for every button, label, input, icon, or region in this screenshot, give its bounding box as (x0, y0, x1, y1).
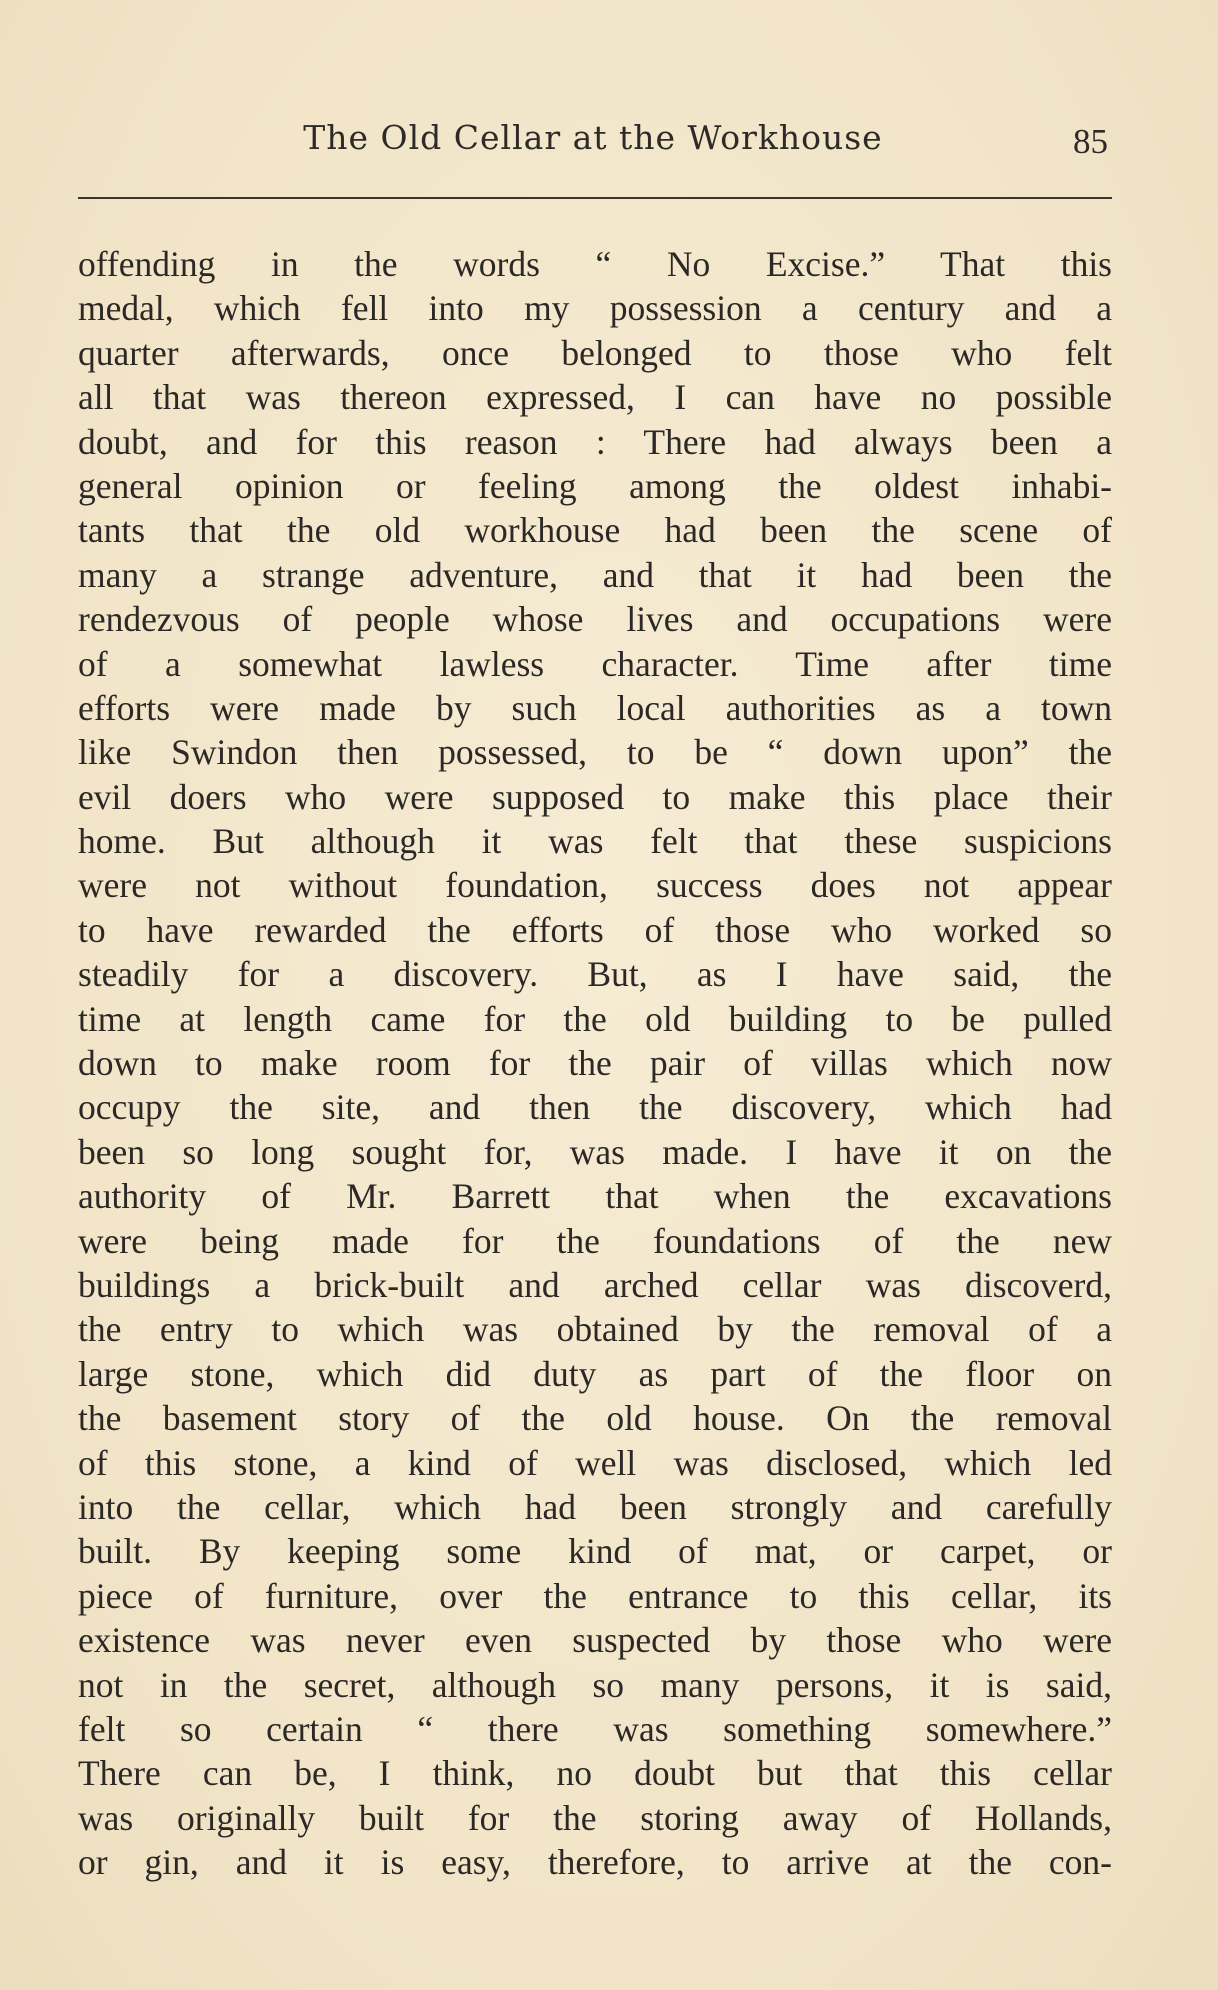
text-line: felt so certain “ there was something somewhere.” (78, 1708, 1112, 1749)
text-line: large stone, which did duty as part of the floor on (78, 1353, 1112, 1394)
page-number: 85 (1073, 122, 1108, 161)
text-line: been so long sought for, was made. I have it on the (78, 1131, 1112, 1172)
text-line: down to make room for the pair of villas which now (78, 1043, 1112, 1084)
text-line: occupy the site, and then the discovery, which had (78, 1087, 1112, 1128)
text-line: not in the secret, although so many persons, it is said, (78, 1664, 1112, 1705)
text-line: medal, which fell into my possession a century and a (78, 288, 1112, 329)
text-line: built. By keeping some kind of mat, or carpet, or (78, 1531, 1112, 1572)
text-line: to have rewarded the efforts of those who worked so (78, 909, 1112, 950)
body-paragraph (78, 242, 1112, 1884)
text-line: offending in the words “ No Excise.” That this (78, 244, 1112, 284)
text-line: quarter afterwards, once belonged to those who felt (78, 332, 1112, 373)
text-line: was originally built for the storing away of Hollands, (78, 1797, 1112, 1838)
text-line: buildings a brick-built and arched cellar was discoverd, (78, 1264, 1112, 1305)
text-line: all that was thereon expressed, I can have no possible (78, 377, 1112, 418)
running-header (78, 118, 1108, 168)
text-line: doubt, and for this reason : There had always been a (78, 421, 1112, 462)
header-rule (78, 197, 1112, 199)
text-line: piece of furniture, over the entrance to this cellar, its (78, 1575, 1112, 1616)
text-line: general opinion or feeling among the oldest inhabi- (78, 465, 1112, 506)
text-line: efforts were made by such local authorities as a town (78, 687, 1112, 728)
running-title: The Old Cellar at the Workhouse (303, 118, 883, 157)
text-line: many a strange adventure, and that it had been the (78, 554, 1112, 595)
text-line: rendezvous of people whose lives and occupations were (78, 599, 1112, 640)
text-line: the basement story of the old house. On the removal (78, 1398, 1112, 1439)
text-line: were being made for the foundations of the new (78, 1220, 1112, 1261)
text-line: steadily for a discovery. But, as I have said, the (78, 954, 1112, 995)
text-line: tants that the old workhouse had been the scene of (78, 510, 1112, 551)
text-line: evil doers who were supposed to make this place their (78, 776, 1112, 817)
text-line: home. But although it was felt that these suspicions (78, 821, 1112, 862)
text-line: time at length came for the old building to be pulled (78, 998, 1112, 1039)
text-line: authority of Mr. Barrett that when the excavations (78, 1176, 1112, 1217)
text-line: existence was never even suspected by those who were (78, 1620, 1112, 1661)
text-line: like Swindon then possessed, to be “ down upon” the (78, 732, 1112, 773)
text-line: of a somewhat lawless character. Time after time (78, 643, 1112, 684)
text-line: There can be, I think, no doubt but that this cellar (78, 1753, 1112, 1794)
text-line: of this stone, a kind of well was disclosed, which led (78, 1442, 1112, 1483)
text-line: were not without foundation, success does not appear (78, 865, 1112, 906)
text-line: or gin, and it is easy, therefore, to arrive at the con- (78, 1842, 1112, 1883)
text-line: into the cellar, which had been strongly and carefully (78, 1486, 1112, 1527)
text-line: the entry to which was obtained by the removal of a (78, 1309, 1112, 1350)
